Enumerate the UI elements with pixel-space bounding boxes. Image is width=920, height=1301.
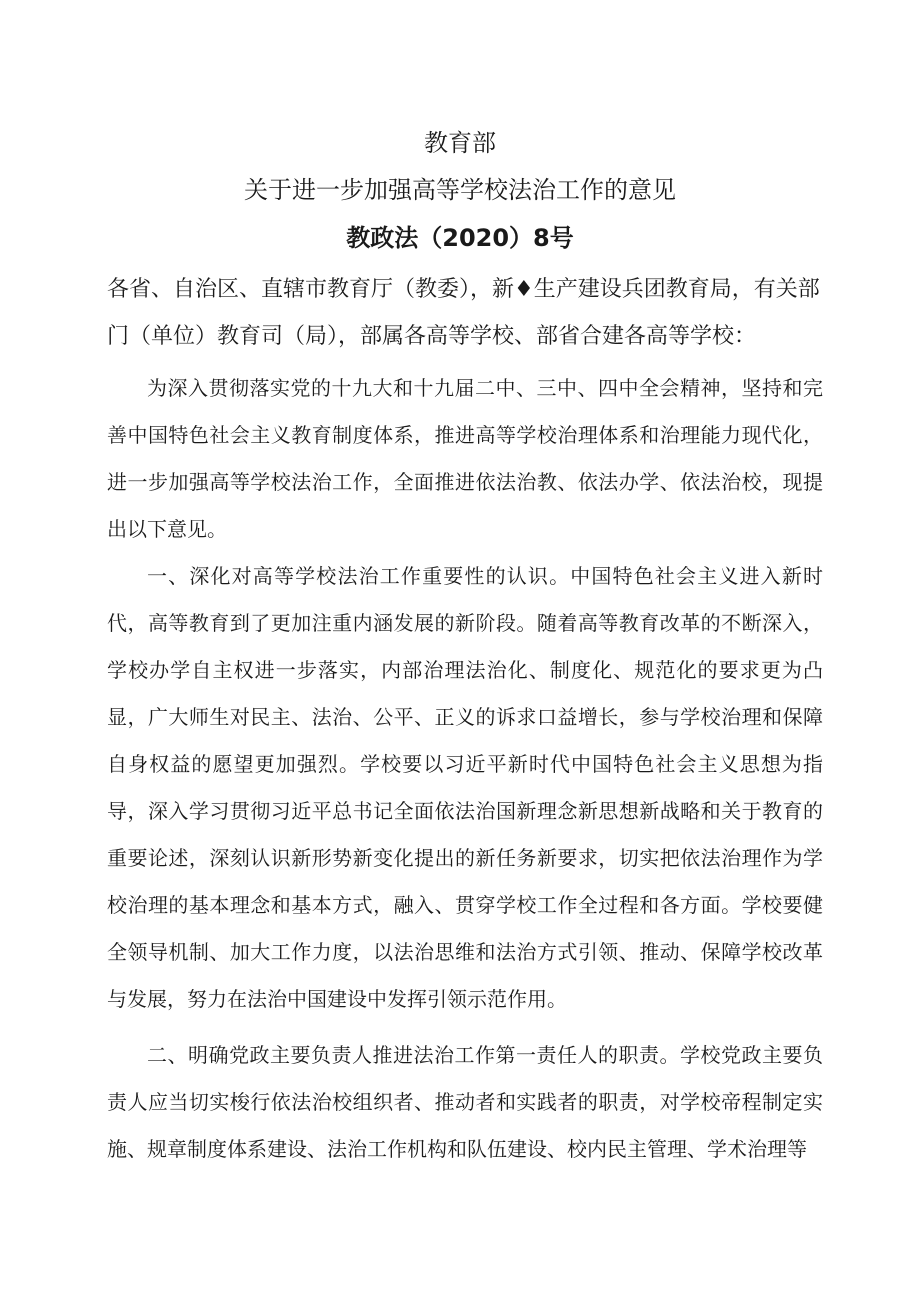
addressee-line-1: 各省、自治区、直辖市教育厅（教委），新♦生产建设兵团教育局，有关部 [107,277,820,302]
paragraph-section-1: 一、深化对高等学校法治工作重要性的认识。中国特色社会主义进入新时代，高等教育到了更加注重内涵发展的新阶段。随着高等教育改革的不断深入，学校办学自主权进一步落实，内部治理法治化、制度化、规范化的要求更为凸显，广大师生对民主、法治、公平、正义的诉求口益增长，参与学校治理和保障自身权益的愿望更加强烈。学校要以习近平新时代中国特色社会主义思想为指导，深入学习贯彻习近平总书记全面依法治国新理念新思想新战略和关于教育的重要论述，深刻认识新形势新变化提出的新任务新要求，切实把依法治理作为学校治理的基本理念和基本方式，融入、贯穿学校工作全过程和各方面。学校要健全领导机制、加大工作力度，以法治思维和法治方式引领、推动、保障学校改革与发展，努力在法治中国建设中发挥引领示范作用。 [107,564,823,1011]
addressee-line-2: 门（单位）教育司（局），部属各高等学校、部省合建各高等学校： [107,324,757,349]
paragraph-intro: 为深入贯彻落实党的十九大和十九届二中、三中、四中全会精神，坚持和完善中国特色社会主义教育制度体系，推进高等学校治理体系和治理能力现代化，进一步加强高等学校法治工作，全面推进依法治教、依法办学、依法治校，现提出以下意见。 [107,376,823,541]
document-number: 教政法（2020）8号 [346,224,574,252]
paragraph-section-2: 二、明确党政主要负责人推进法治工作第一责任人的职责。学校党政主要负责人应当切实梭行依法治校组织者、推动者和实践者的职责，对学校帝程制定实施、规章制度体系建设、法治工作机构和队伍建设、校内民主管理、学术治理等 [107,1043,823,1161]
issuing-authority: 教育部 [424,129,496,157]
document-title: 关于进一步加强高等学校法治工作的意见 [244,176,676,204]
